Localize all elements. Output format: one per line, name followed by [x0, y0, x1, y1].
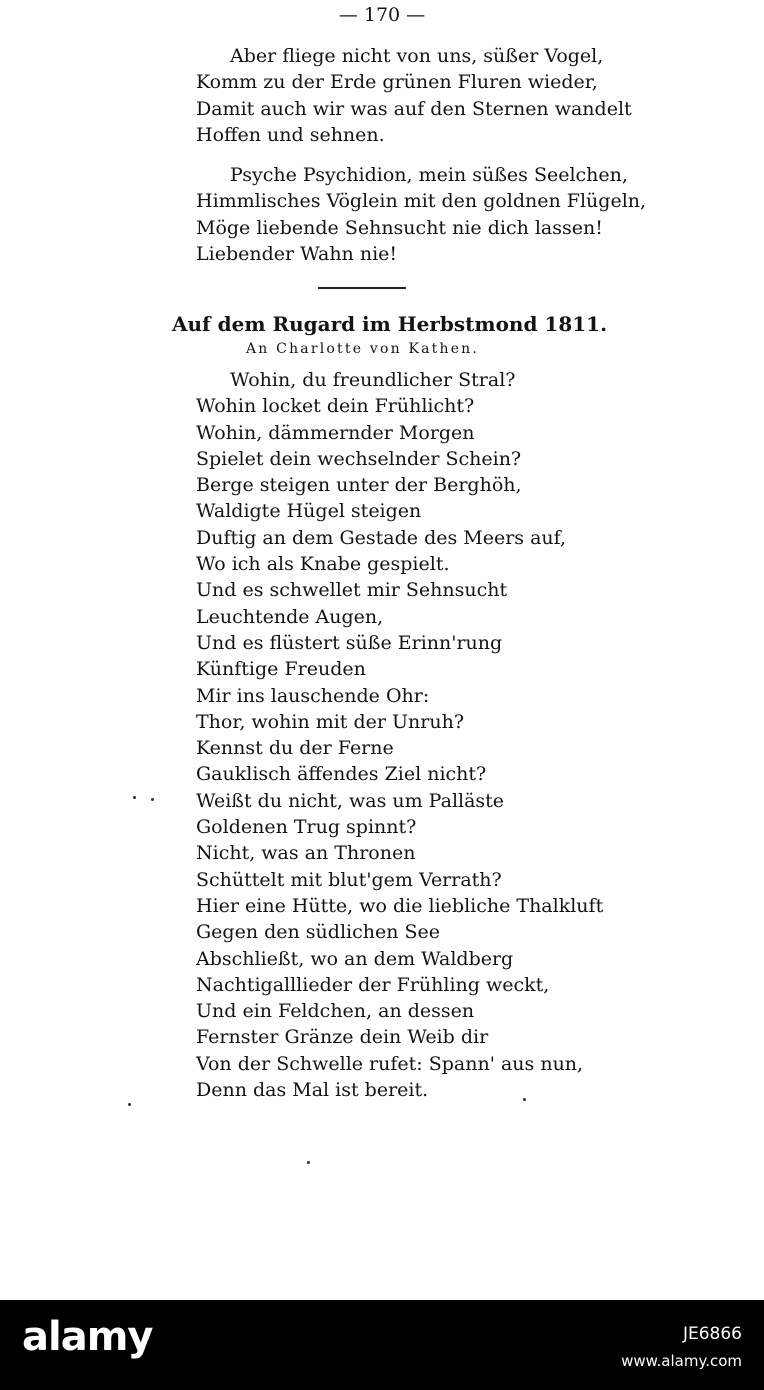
- verse-line: Kennst du der Ferne: [196, 737, 394, 760]
- alamy-logo: alamy: [22, 1314, 153, 1360]
- verse-line: Wo ich als Knabe gespielt.: [196, 553, 450, 576]
- verse-line: Thor, wohin mit der Unruh?: [196, 710, 465, 733]
- site-url: www.alamy.com: [621, 1352, 742, 1370]
- verse-line: Hoffen und sehnen.: [196, 123, 385, 146]
- verse-line: Weißt du nicht, was um Palläste: [196, 789, 505, 812]
- stanza-2: [196, 162, 646, 267]
- image-id: JE6866: [682, 1324, 742, 1344]
- verse-line: Denn das Mal ist bereit.: [196, 1079, 429, 1102]
- page-number: — 170 —: [338, 4, 426, 26]
- verse-line: Von der Schwelle rufet: Spann' aus nun,: [196, 1052, 584, 1075]
- poem-dedication: An Charlotte von Kathen.: [246, 341, 480, 357]
- stock-watermark-bar: [0, 1300, 764, 1390]
- verse-line: Hier eine Hütte, wo die liebliche Thalkluft: [196, 894, 604, 917]
- verse-line: Gegen den südlichen See: [196, 921, 440, 944]
- verse-line: Berge steigen unter der Berghöh,: [196, 474, 522, 497]
- verse-line: Mir ins lauschende Ohr:: [196, 684, 430, 707]
- poem-title: Auf dem Rugard im Herbstmond 1811.: [172, 312, 608, 336]
- verse-line: Leuchtende Augen,: [196, 605, 384, 628]
- poem-body: [196, 367, 603, 1103]
- verse-line: Künftige Freuden: [196, 658, 366, 681]
- verse-line: Aber fliege nicht von uns, süßer Vogel,: [230, 45, 604, 67]
- verse-line: Fernster Gränze dein Weib dir: [196, 1026, 489, 1049]
- verse-line: Liebender Wahn nie!: [196, 242, 398, 265]
- stanza-1: [196, 43, 632, 148]
- verse-line: Und es schwellet mir Sehnsucht: [196, 579, 508, 602]
- print-speck: [128, 1103, 131, 1106]
- verse-line: Wohin, dämmernder Morgen: [196, 421, 475, 444]
- section-divider: [318, 287, 406, 289]
- verse-line: Abschließt, wo an dem Waldberg: [196, 947, 514, 970]
- print-speck: [523, 1098, 526, 1101]
- verse-line: Goldenen Trug spinnt?: [196, 816, 417, 839]
- verse-line: Duftig an dem Gestade des Meers auf,: [196, 526, 567, 549]
- verse-line: Spielet dein wechselnder Schein?: [196, 447, 522, 470]
- verse-line: Waldigte Hügel steigen: [196, 500, 422, 523]
- verse-line: Nachtigalllieder der Frühling weckt,: [196, 973, 550, 996]
- verse-line: Himmlisches Vöglein mit den goldnen Flügeln,: [196, 190, 647, 213]
- verse-line: Wohin, du freundlicher Stral?: [230, 369, 516, 391]
- verse-line: Komm zu der Erde grünen Fluren wieder,: [196, 71, 598, 94]
- verse-line: Schüttelt mit blut'gem Verrath?: [196, 868, 502, 891]
- print-speck: [151, 798, 154, 801]
- verse-line: Gauklisch äffendes Ziel nicht?: [196, 763, 487, 786]
- verse-line: Psyche Psychidion, mein süßes Seelchen,: [230, 164, 628, 186]
- verse-line: Und ein Feldchen, an dessen: [196, 1000, 475, 1023]
- verse-line: Möge liebende Sehnsucht nie dich lassen!: [196, 216, 603, 239]
- verse-line: Und es flüstert süße Erinn'rung: [196, 631, 503, 654]
- print-speck: [133, 796, 136, 799]
- verse-line: Damit auch wir was auf den Sternen wandelt: [196, 97, 632, 120]
- verse-line: Nicht, was an Thronen: [196, 842, 416, 865]
- print-speck: [307, 1161, 310, 1164]
- verse-line: Wohin locket dein Frühlicht?: [196, 395, 475, 418]
